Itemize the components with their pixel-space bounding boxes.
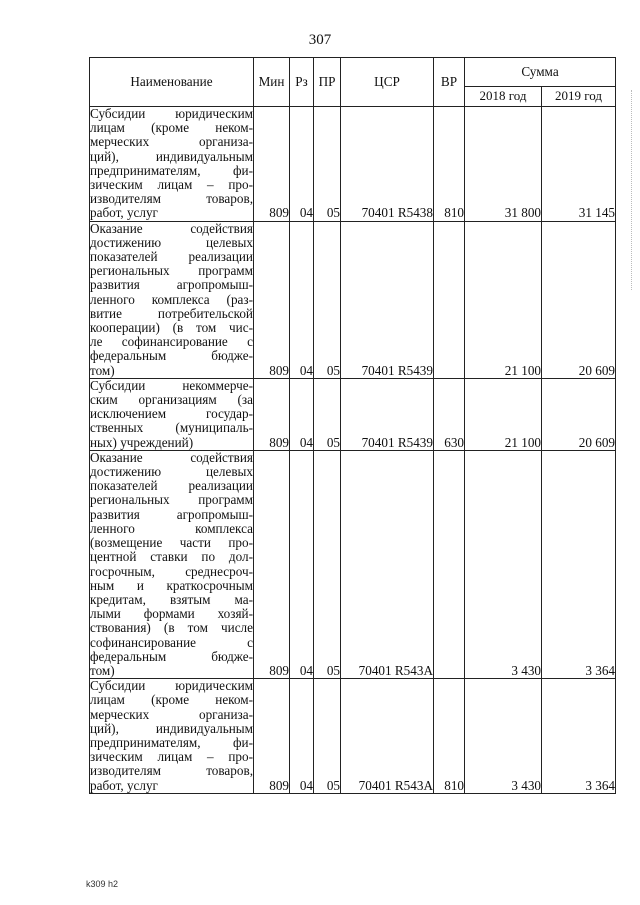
row-name-line: лицам (кроме неком- xyxy=(90,120,253,136)
row-name xyxy=(90,221,254,378)
row-name xyxy=(90,107,254,222)
row-name-line: кооперации) (в том чис- xyxy=(90,320,253,336)
row-name xyxy=(90,679,254,794)
row-name-line: ственных (муниципаль- xyxy=(90,420,253,436)
row-sum-2018: 21 100 xyxy=(465,378,542,450)
row-name-line: лицам (кроме неком- xyxy=(90,692,253,708)
row-name-line: Оказание содействия xyxy=(90,221,253,236)
row-name-line: кредитам, взятым ма- xyxy=(90,591,253,607)
row-name-line: ций), индивидуальным xyxy=(90,148,253,164)
row-name-line: том) xyxy=(90,362,115,378)
row-sum-2019: 20 609 xyxy=(542,221,616,378)
row-min: 809 xyxy=(254,107,290,222)
footer-code: k309 h2 xyxy=(86,879,119,889)
row-csr: 70401 R5439 xyxy=(341,221,434,378)
row-sum-2019: 3 364 xyxy=(542,450,616,678)
row-vr: 810 xyxy=(434,107,465,222)
row-name-line: ствования) (в том числе xyxy=(90,620,253,636)
row-name-line: достижению целевых xyxy=(90,234,253,250)
row-name-line: ных) учреждений) xyxy=(90,434,194,450)
row-name-line: показателей реализации xyxy=(90,249,253,265)
column-header-vr: ВР xyxy=(434,58,465,107)
row-vr: 630 xyxy=(434,378,465,450)
row-csr: 70401 R543A xyxy=(341,450,434,678)
row-name-line: ций), индивидуальным xyxy=(90,720,253,736)
row-csr: 70401 R5439 xyxy=(341,378,434,450)
row-name-line: развития агропромыш- xyxy=(90,506,253,522)
row-min: 809 xyxy=(254,679,290,794)
row-min: 809 xyxy=(254,221,290,378)
row-vr: 810 xyxy=(434,679,465,794)
row-sum-2018: 31 800 xyxy=(465,107,542,222)
row-name-line: Субсидии юридическим xyxy=(90,106,253,121)
column-header-sum: Сумма xyxy=(465,58,616,87)
row-name-line: развития агропромыш- xyxy=(90,277,253,293)
column-header-name: Наименование xyxy=(90,58,254,107)
row-pr: 05 xyxy=(314,450,341,678)
row-name-line: изводителям товаров, xyxy=(90,191,253,207)
row-name xyxy=(90,450,254,678)
page-number: 307 xyxy=(308,32,332,48)
row-rz: 04 xyxy=(290,679,314,794)
row-name-line: федеральным бюдже- xyxy=(90,648,253,664)
table-row xyxy=(90,221,616,378)
column-header-2018: 2018 год xyxy=(465,86,542,106)
row-rz: 04 xyxy=(290,378,314,450)
row-min: 809 xyxy=(254,378,290,450)
table-body xyxy=(90,107,616,794)
row-sum-2019: 20 609 xyxy=(542,378,616,450)
row-rz: 04 xyxy=(290,107,314,222)
row-sum-2018: 3 430 xyxy=(465,450,542,678)
row-name-line: софинансирование с xyxy=(90,634,253,650)
row-min: 809 xyxy=(254,450,290,678)
row-name-line: Оказание содействия xyxy=(90,450,253,465)
row-name-line: работ, услуг xyxy=(90,205,158,221)
row-name-line: ским организациям (за xyxy=(90,392,253,408)
row-name-line: исключением государ- xyxy=(90,406,253,422)
row-csr: 70401 R543A xyxy=(341,679,434,794)
row-vr xyxy=(434,221,465,378)
row-name-line: достижению целевых xyxy=(90,464,253,480)
row-name-line: витие потребительской xyxy=(90,305,253,321)
row-vr xyxy=(434,450,465,678)
row-name-line: том) xyxy=(90,662,115,678)
row-name-line: Субсидии некоммерче- xyxy=(90,378,253,393)
row-csr: 70401 R5438 xyxy=(341,107,434,222)
column-header-pr: ПР xyxy=(314,58,341,107)
row-pr: 05 xyxy=(314,107,341,222)
row-sum-2018: 3 430 xyxy=(465,679,542,794)
row-pr: 05 xyxy=(314,378,341,450)
row-pr: 05 xyxy=(314,221,341,378)
row-name-line: (возмещение части про- xyxy=(90,535,253,551)
budget-table xyxy=(89,57,616,794)
row-name-line: ленного комплекса (раз- xyxy=(90,291,253,307)
row-sum-2019: 31 145 xyxy=(542,107,616,222)
row-name-line: ленного комплекса xyxy=(90,520,253,536)
row-name-line: предпринимателям, фи- xyxy=(90,734,253,750)
row-name-line: лыми формами хозяй- xyxy=(90,606,253,622)
row-name-line: изводителям товаров, xyxy=(90,763,253,779)
row-name-line: центной ставки по дол- xyxy=(90,549,253,565)
row-name-line: ным и краткосрочным xyxy=(90,577,253,593)
row-name-line: зическим лицам – про- xyxy=(90,749,253,765)
row-name-line: предпринимателям, фи- xyxy=(90,162,253,178)
scan-margin-marks xyxy=(631,90,636,290)
column-header-min: Мин xyxy=(254,58,290,107)
row-name-line: региональных программ xyxy=(90,263,253,279)
table-row xyxy=(90,679,616,794)
row-name-line: ле софинансирование с xyxy=(90,334,253,350)
column-header-rz: Рз xyxy=(290,58,314,107)
table-row xyxy=(90,378,616,450)
row-pr: 05 xyxy=(314,679,341,794)
table-row xyxy=(90,450,616,678)
table-row xyxy=(90,107,616,222)
column-header-2019: 2019 год xyxy=(542,86,616,106)
row-name xyxy=(90,378,254,450)
column-header-csr: ЦСР xyxy=(341,58,434,107)
row-name-line: мерческих организа- xyxy=(90,134,253,150)
row-name-line: мерческих организа- xyxy=(90,706,253,722)
row-rz: 04 xyxy=(290,450,314,678)
row-name-line: федеральным бюдже- xyxy=(90,348,253,364)
row-sum-2019: 3 364 xyxy=(542,679,616,794)
row-sum-2018: 21 100 xyxy=(465,221,542,378)
row-name-line: госрочным, среднесроч- xyxy=(90,563,253,579)
row-name-line: работ, услуг xyxy=(90,777,158,793)
row-name-line: показателей реализации xyxy=(90,478,253,494)
row-name-line: региональных программ xyxy=(90,492,253,508)
row-rz: 04 xyxy=(290,221,314,378)
row-name-line: Субсидии юридическим xyxy=(90,678,253,694)
row-name-line: зическим лицам – про- xyxy=(90,177,253,193)
